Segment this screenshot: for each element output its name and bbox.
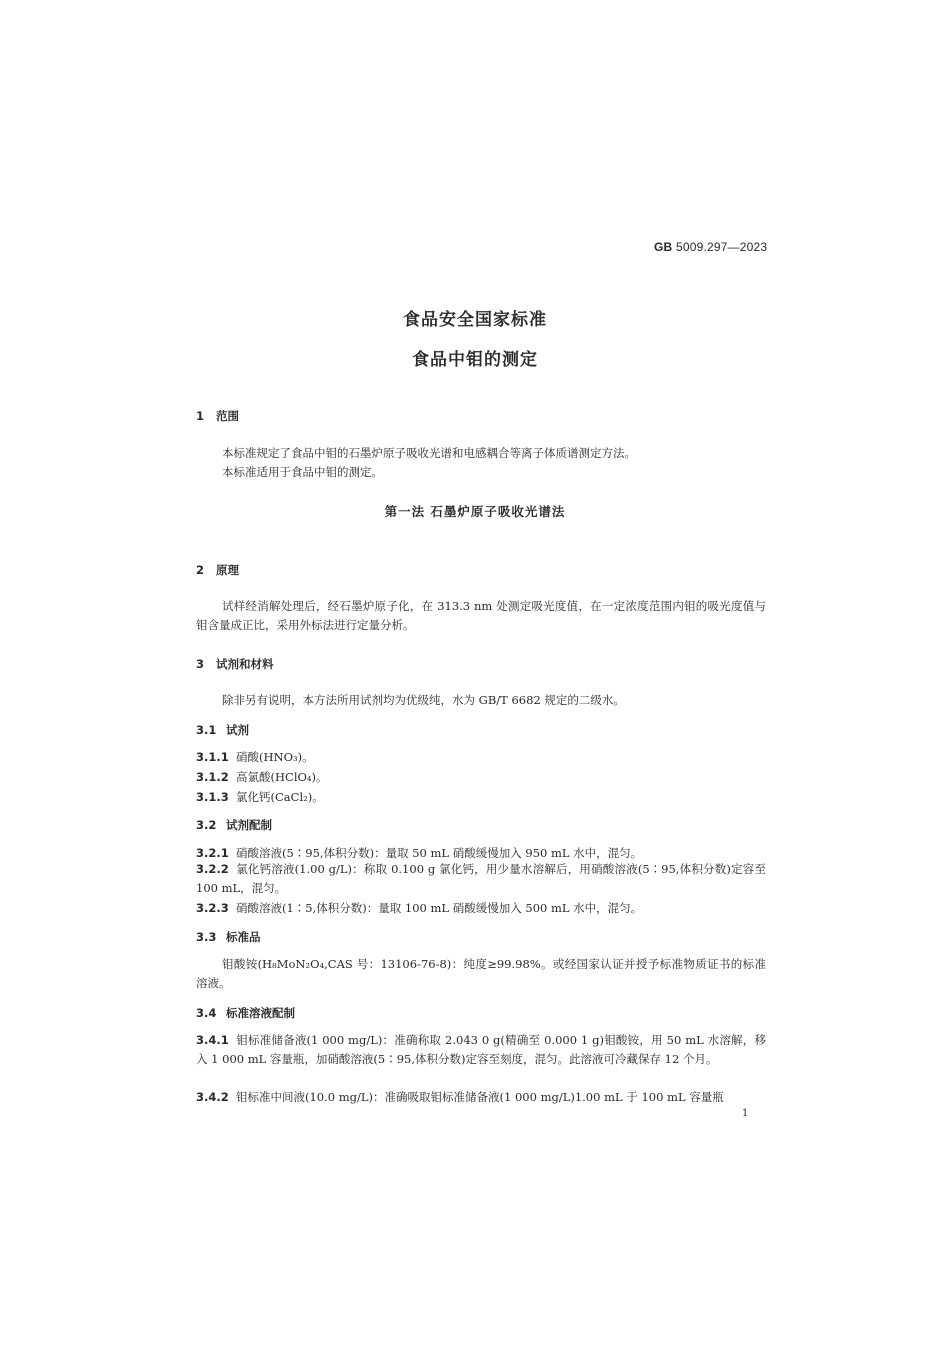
section-3-paragraph: 除非另有说明，本方法所用试剂均为优级纯，水为 GB/T 6682 规定的二级水。: [222, 693, 625, 707]
item-3-1-1: [196, 749, 314, 765]
section-number: 3.4: [196, 1006, 217, 1020]
item-3-1-3: [196, 789, 324, 805]
item-text: 氯化钙(CaCl₂)。: [236, 790, 324, 804]
sub-title: 食品中钼的测定: [412, 350, 538, 370]
section-number: 3.2: [196, 818, 217, 832]
section-3-2-heading: [196, 817, 272, 833]
section-title: 试剂配制: [226, 818, 272, 832]
item-text: 硝酸溶液(1∶5,体积分数)：量取 100 mL 硝酸缓慢加入 500 mL 水中，混匀。: [236, 901, 643, 915]
section-1-paragraph-1: 本标准规定了食品中钼的石墨炉原子吸收光谱和电感耦合等离子体质谱测定方法。: [222, 446, 636, 460]
section-3-1-heading: [196, 722, 249, 738]
standard-prefix: GB: [654, 240, 673, 254]
item-text: 硝酸(HNO₃)。: [236, 750, 314, 764]
section-title: 试剂和材料: [216, 657, 274, 671]
standard-number: [654, 240, 767, 254]
page-number: 1: [742, 1108, 749, 1119]
method-heading: 第一法 石墨炉原子吸收光谱法: [384, 504, 566, 519]
section-title: 原理: [216, 563, 239, 577]
section-3-4-heading: [196, 1005, 295, 1021]
section-number: 1: [196, 409, 205, 423]
section-number: 2: [196, 563, 205, 577]
item-number: 3.2.3: [196, 901, 229, 915]
standard-code: 5009.297—2023: [675, 240, 768, 254]
section-3-3-heading: [196, 929, 261, 945]
section-title: 标准品: [226, 930, 261, 944]
section-2-paragraph: 试样经消解处理后，经石墨炉原子化，在 313.3 nm 处测定吸光度值，在一定浓度范围内钼的吸光度值与钼含量成正比，采用外标法进行定量分析。: [196, 599, 766, 632]
section-number: 3: [196, 657, 205, 671]
item-3-4-2: [196, 1089, 724, 1105]
item-number: 3.4.2: [196, 1090, 229, 1104]
section-title: 标准溶液配制: [226, 1006, 295, 1020]
section-3-heading: [196, 656, 274, 672]
item-number: 3.1.2: [196, 770, 229, 784]
item-text: 硝酸溶液(5∶95,体积分数)：量取 50 mL 硝酸缓慢加入 950 mL 水中，混匀。: [236, 846, 643, 860]
item-3-2-3: [196, 900, 642, 916]
item-text: 钼标准储备液(1 000 mg/L)：准确称取 2.043 0 g(精确至 0.000 1 g)钼酸铵，用 50 mL 水溶解，移入 1 000 mL 容量瓶，加硝酸溶液(5∶95,体积分数)定容至刻度，混匀。此溶液可冷藏保存 12 个月。: [196, 1033, 766, 1066]
item-number: 3.1.1: [196, 750, 229, 764]
section-title: 范围: [216, 409, 239, 423]
item-text: 钼标准中间液(10.0 mg/L)：准确吸取钼标准储备液(1 000 mg/L)1.00 mL 于 100 mL 容量瓶: [236, 1090, 724, 1104]
main-title: 食品安全国家标准: [403, 310, 547, 330]
item-number: 3.2.1: [196, 846, 229, 860]
item-3-4-1: [196, 1031, 766, 1068]
item-number: 3.2.2: [196, 862, 229, 876]
section-number: 3.1: [196, 723, 217, 737]
item-number: 3.1.3: [196, 790, 229, 804]
section-number: 3.3: [196, 930, 217, 944]
section-2-heading: [196, 562, 239, 578]
section-title: 试剂: [226, 723, 249, 737]
item-text: 氯化钙溶液(1.00 g/L)：称取 0.100 g 氯化钙，用少量水溶解后，用硝酸溶液(5∶95,体积分数)定容至 100 mL，混匀。: [196, 862, 766, 895]
item-number: 3.4.1: [196, 1033, 229, 1047]
section-1-heading: [196, 408, 239, 424]
section-1-paragraph-2: 本标准适用于食品中钼的测定。: [222, 465, 383, 479]
item-3-2-1: [196, 845, 642, 861]
item-text: 高氯酸(HClO₄)。: [236, 770, 328, 784]
section-3-3-paragraph: 钼酸铵(H₈MoN₂O₄,CAS 号：13106-76-8)：纯度≥99.98%。或经国家认证并授予标准物质证书的标准溶液。: [196, 957, 766, 990]
item-3-2-2: [196, 860, 766, 897]
item-3-1-2: [196, 769, 328, 785]
